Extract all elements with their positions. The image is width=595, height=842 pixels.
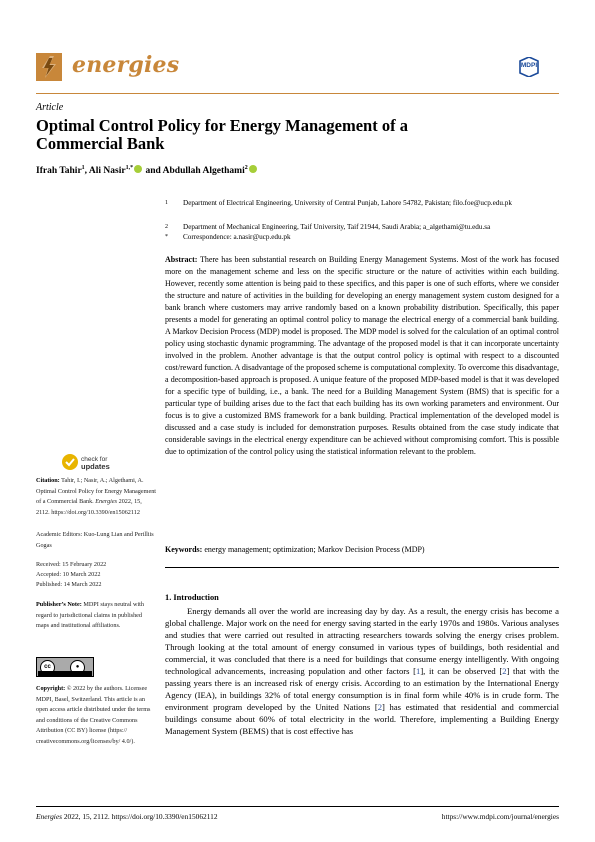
- affiliation-text: Department of Mechanical Engineering, Taif University, Taif 21944, Saudi Arabia; a_algethami@tu.edu.sa: [183, 223, 491, 231]
- author-affil-sup: 1: [81, 165, 85, 171]
- publisher-note-text: MDPI stays neutral with regard to jurisdictional claims in published maps and institutional affiliations.: [36, 601, 144, 629]
- orcid-icon[interactable]: [134, 165, 142, 173]
- intro-text: Energy demands all over the world are increasing day by day. As a result, the energy crisis has become a global challenge. Major work on the need for energy saving started in the early 1970s and 1980s. Various analyses and studies that were carried out resulted in attracting researchers towards solving the energy crises problem. Through looking at the total amount of energy consumed in various types of buildings, both residential and commercial, it was concluded that there is a need for buildings that consume energy intelligently. With ongoing technological advancements, increasing population and other factors [: [165, 606, 559, 676]
- intro-text: ] that with the passing years there is an increased risk of energy crisis. According to an estimation by the International Energy Agency (IEA), in buildings 32% of total energy consumption is in final form while 40% is in crude form. The environment program developed by the United Nations [: [165, 666, 560, 712]
- publisher-note-label: Publisher’s Note:: [36, 601, 82, 608]
- correspondence: [165, 232, 555, 242]
- author-separator: and: [143, 166, 163, 177]
- keywords: [165, 544, 559, 556]
- check-for-updates-link[interactable]: [81, 456, 110, 470]
- author-name[interactable]: Ifrah Tahir: [36, 166, 82, 177]
- reference-link[interactable]: 2: [502, 666, 507, 676]
- accepted-date: Accepted: 10 March 2022: [36, 571, 101, 578]
- affiliation-2: [165, 222, 555, 232]
- check-line-1: check for: [81, 456, 108, 463]
- author-separator: ,: [84, 166, 89, 177]
- affiliation-1: [165, 198, 555, 218]
- affiliation-number: 2: [165, 224, 168, 230]
- citation-text: Tahir, I.; Nasir, A.; Algethami, A. Optimal Control Policy for Energy Management of a Commercial Bank.: [36, 477, 157, 505]
- article-title: Optimal Control Policy for Energy Management of a Commercial Bank: [36, 116, 408, 153]
- check-for-updates-icon[interactable]: [62, 454, 78, 470]
- cc-by-license-icon[interactable]: [36, 657, 94, 677]
- section-heading: 1. Introduction: [165, 593, 219, 602]
- footer-citation: [36, 812, 218, 821]
- journal-logo-icon: [36, 53, 62, 81]
- keywords-text: energy management; optimization; Markov Decision Process (MDP): [204, 545, 425, 554]
- abstract-text: There has been substantial research on Building Energy Management Systems. Most of the work has focused more on the management scheme and less on the specific structure or the nature of activities within each building. However, recently some attention is being paid to these specifics, and this paper is one of such efforts, where we consider the structure and nature of activities in the building for developing an energy management system custom designed for a bank branch where customers may arrive randomly based on a known probability distribution. Specifically, this paper presents a model for generating an optimal control policy to manage the electrical energy of a commercial bank building. A Markov Decision Process (MDP) model is proposed. The MDP model is solved for the calculation of an optimal control policy using stochastic dynamic programming. The advantage of the proposed model is that it can incorporate uncertainty involved in the problem. Another advantage is that the output control policy is optimal with respect to a discounted cost/reward function. A disadvantage of the proposed scheme is computational complexity. To overcome this disadvantage, a decomposition-based approach is proposed. A unique feature of the proposed MDP-based model is that it was developed for a specific type of building, i.e., a bank. The need for a Building Management System (BMS) that is specific for a particular type of building arises due to the fact that each building has its own working parameters and environment. Our focus is to give a customized BMS framework for a bank building. Practical implementation of the developed model is discussed and a case study is included for demonstration purposes. Results obtained from the case study indicate that considerable savings in the electrical energy expenditure can be achieved without compromising comfort. This is possible due to optimization of the control policy using the statistical information relevant to the problem.: [165, 255, 560, 456]
- paragraph: [165, 605, 559, 737]
- header-divider: [36, 93, 559, 94]
- citation-block: [36, 476, 156, 518]
- copyright-notice: [36, 684, 156, 747]
- citation-tail[interactable]: 2022, 15, 2112. https://doi.org/10.3390/en15062112: [36, 498, 142, 516]
- academic-editors: Academic Editors: Kuo-Lung Lian and Perilliis Gogas: [36, 531, 154, 549]
- abstract-label: Abstract:: [165, 255, 198, 264]
- citation-label: Citation:: [36, 477, 60, 484]
- journal-name: energies: [72, 52, 180, 78]
- citation-journal: Energies: [95, 498, 118, 505]
- footer-doi[interactable]: 2022, 15, 2112. https://doi.org/10.3390/en15062112: [63, 812, 218, 821]
- intro-text: ], it can be observed [: [420, 666, 503, 676]
- affiliation-number: 1: [165, 200, 168, 206]
- footer-divider: [36, 806, 559, 807]
- mdpi-logo-text: MDPI: [520, 62, 538, 69]
- section-divider: [165, 567, 559, 568]
- introduction-body: [165, 605, 559, 737]
- article-type: Article: [36, 102, 64, 113]
- publisher-note: [36, 600, 156, 632]
- copyright-label: Copyright:: [36, 685, 66, 692]
- affiliation-text: Department of Electrical Engineering, University of Central Punjab, Lahore 54782, Pakistan; filo.foe@ucp.edu.pk: [183, 199, 512, 207]
- check-line-2: updates: [81, 462, 110, 471]
- keywords-label: Keywords:: [165, 545, 203, 554]
- footer-journal: Energies: [36, 812, 62, 821]
- affiliation-text: Correspondence: a.nasir@ucp.edu.pk: [183, 233, 291, 241]
- mdpi-logo: [516, 57, 542, 77]
- author-list: [36, 165, 258, 176]
- intro-text: ] has estimated that residential and commercial buildings consume about 60% of total electricity in the world. Therefore, implementing a Building Energy Management System (BEMS) that is cost effective has: [165, 702, 559, 736]
- reference-link[interactable]: 2: [377, 702, 383, 712]
- published-date: Published: 14 March 2022: [36, 581, 102, 588]
- author-name[interactable]: Abdullah Algethami: [162, 166, 245, 177]
- affiliation-number: *: [165, 234, 168, 240]
- author-name[interactable]: Ali Nasir: [88, 166, 126, 177]
- footer-url[interactable]: https://www.mdpi.com/journal/energies: [441, 812, 559, 821]
- received-date: Received: 15 February 2022: [36, 561, 107, 568]
- cc-by-band: [38, 671, 92, 676]
- author-affil-sup: 1,*: [125, 165, 134, 171]
- by-person-icon: ●: [70, 660, 85, 675]
- author-affil-sup: 2: [244, 165, 248, 171]
- cc-icon: cc: [40, 660, 55, 675]
- abstract: [165, 254, 559, 458]
- copyright-text: © 2022 by the authors. Licensee MDPI, Basel, Switzerland. This article is an open access article distributed under the terms and conditions of the Creative Commons Attribution (CC BY) license (https:// creativecommons.org/licenses/by/ 4.0/).: [36, 685, 151, 745]
- orcid-icon[interactable]: [249, 165, 257, 173]
- reference-link[interactable]: 1: [416, 666, 421, 676]
